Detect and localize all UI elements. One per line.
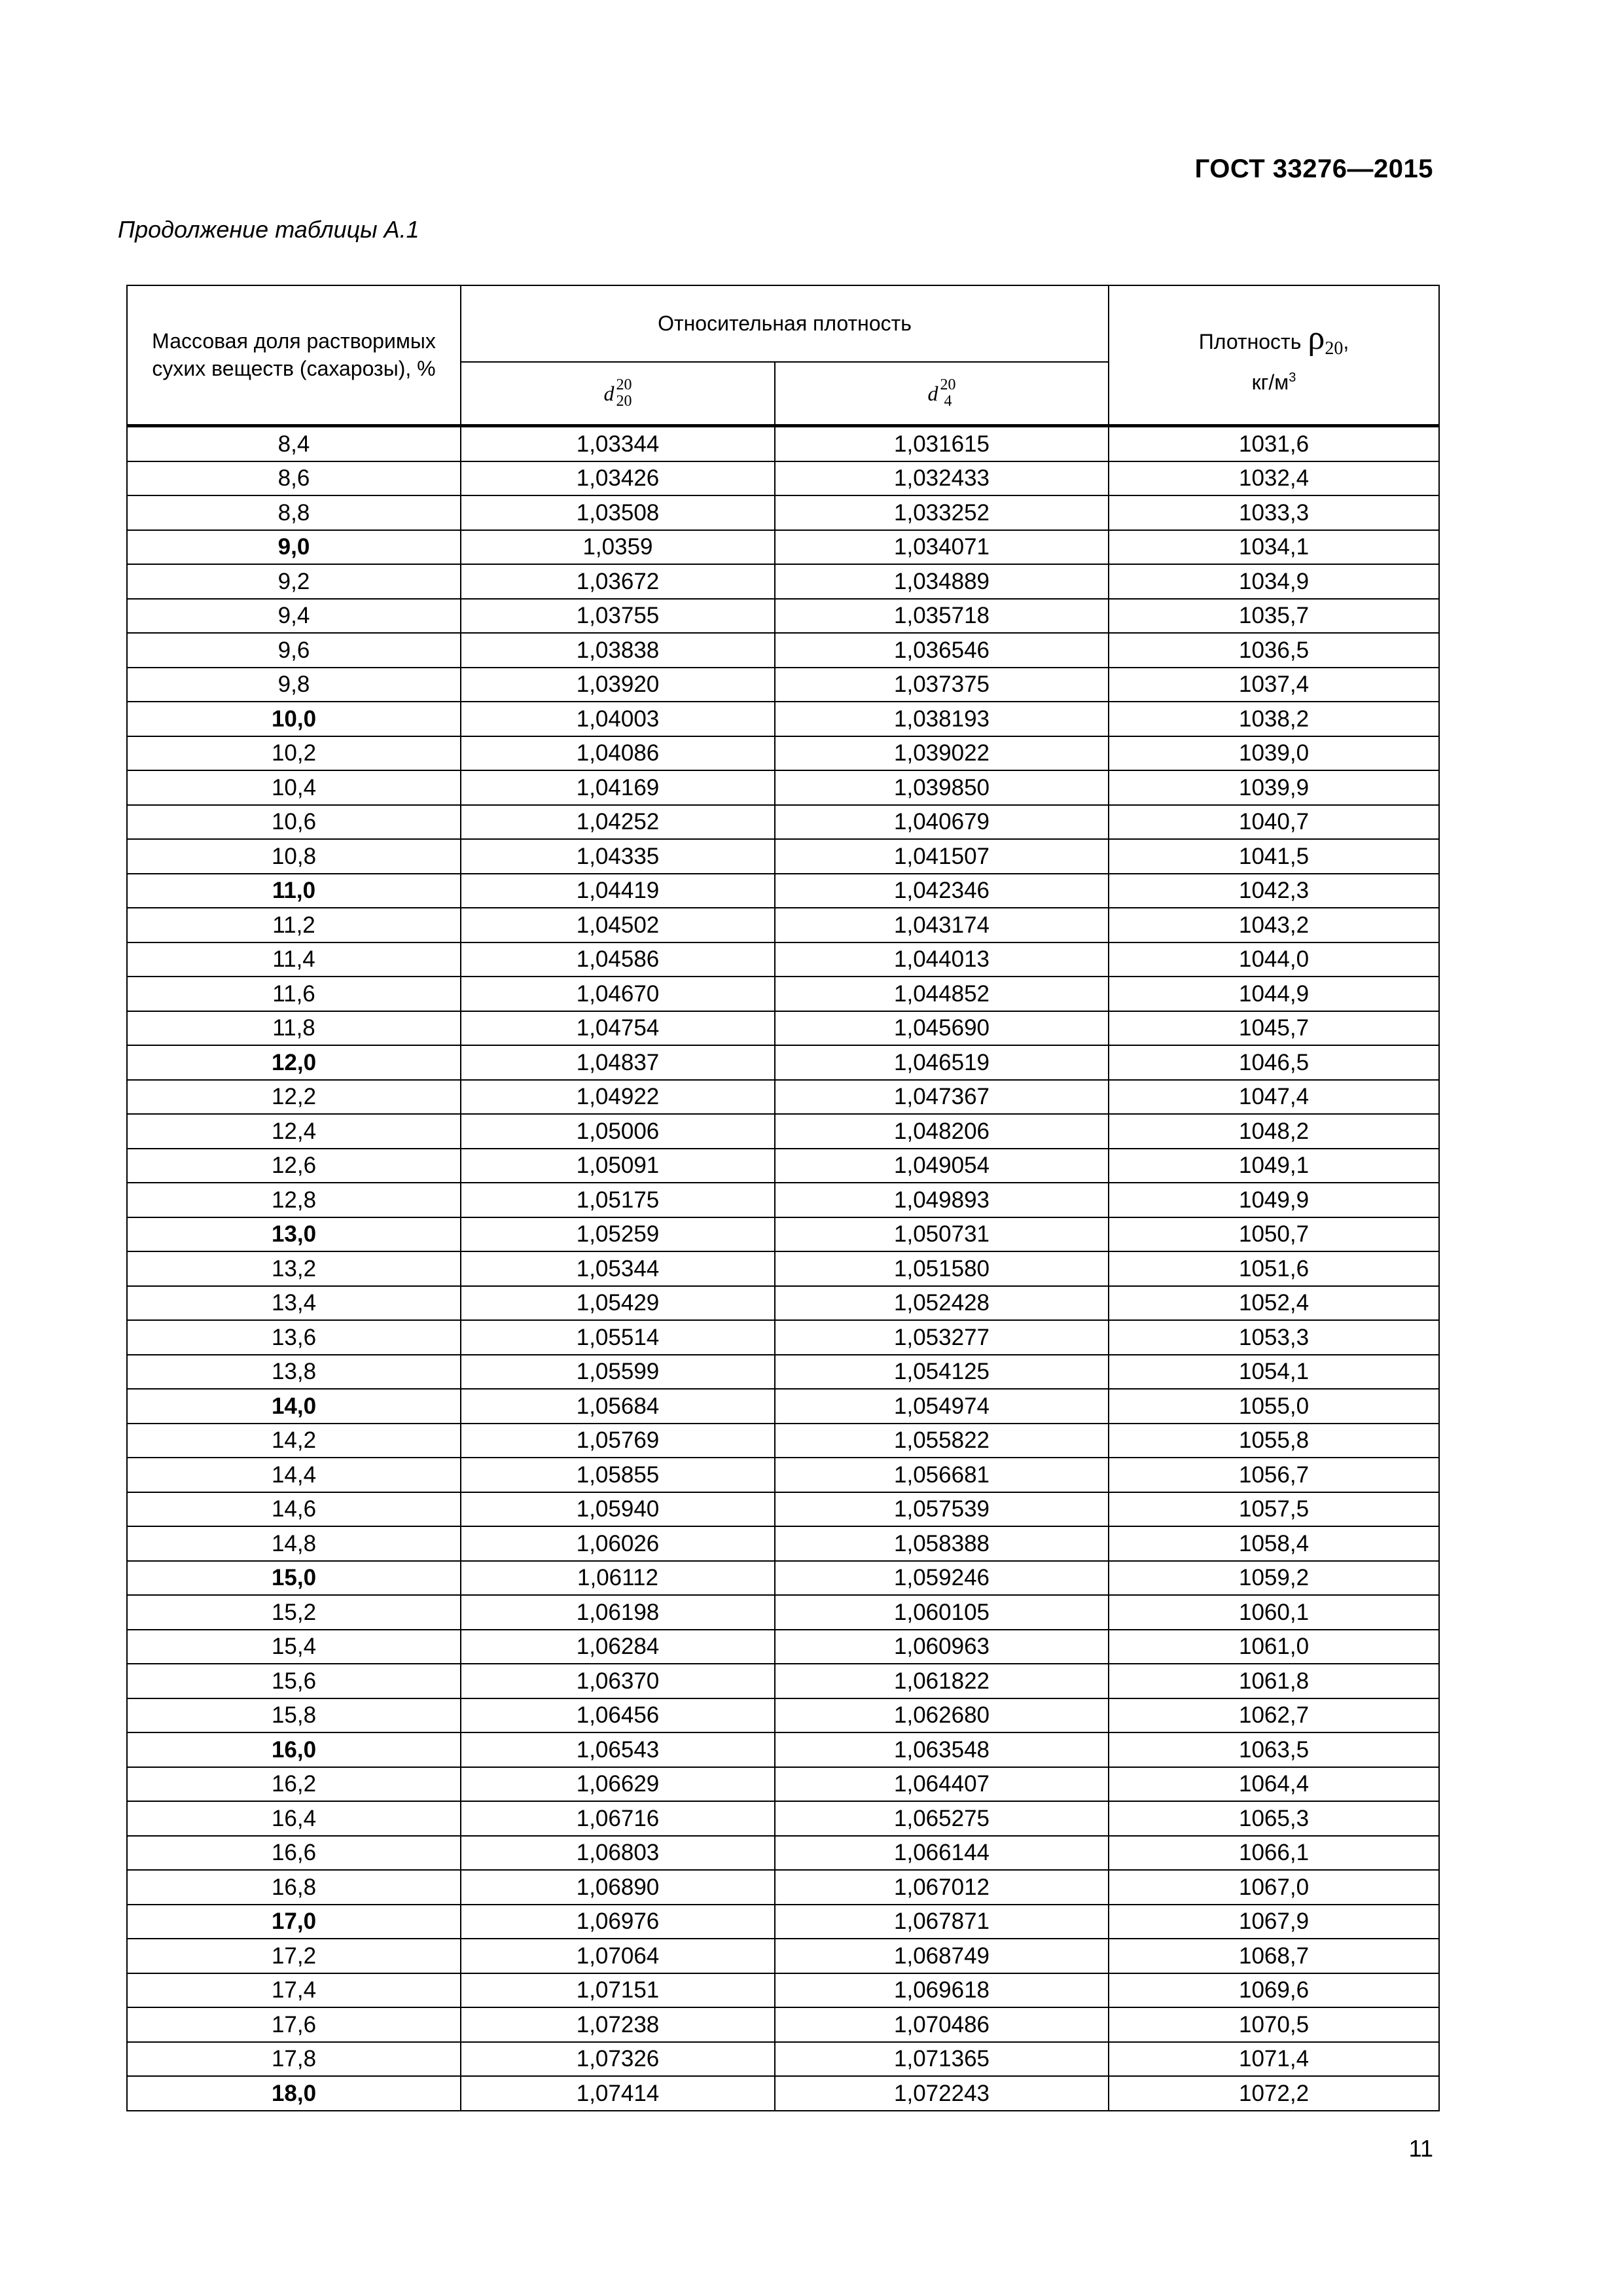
table-row [127, 1939, 1439, 1973]
cell-mass-fraction: 14,2 [127, 1424, 461, 1458]
table-row [127, 1011, 1439, 1046]
density-comma: , [1343, 330, 1349, 354]
cell-d20-20: 1,06716 [461, 1801, 775, 1836]
d20-4-sub: 4 [944, 393, 952, 410]
cell-mass-fraction: 15,2 [127, 1595, 461, 1630]
cell-d20-4: 1,045690 [775, 1011, 1109, 1046]
cell-density: 1044,9 [1109, 977, 1439, 1011]
cell-density: 1050,7 [1109, 1217, 1439, 1252]
table-row [127, 426, 1439, 461]
cell-mass-fraction: 17,4 [127, 1973, 461, 2008]
table-row [127, 530, 1439, 565]
cell-density: 1040,7 [1109, 805, 1439, 840]
d20-4-sup: 20 [940, 376, 956, 393]
cell-density: 1064,4 [1109, 1767, 1439, 1802]
cell-d20-4: 1,066144 [775, 1836, 1109, 1871]
cell-d20-4: 1,054125 [775, 1355, 1109, 1390]
cell-d20-20: 1,05091 [461, 1149, 775, 1183]
cell-mass-fraction: 9,6 [127, 633, 461, 668]
cell-density: 1046,5 [1109, 1045, 1439, 1080]
cell-mass-fraction: 16,4 [127, 1801, 461, 1836]
cell-mass-fraction: 16,2 [127, 1767, 461, 1802]
cell-d20-20: 1,04837 [461, 1045, 775, 1080]
cell-d20-20: 1,07238 [461, 2007, 775, 2042]
density-unit: кг/м [1251, 370, 1289, 394]
cell-d20-4: 1,036546 [775, 633, 1109, 668]
cell-d20-4: 1,072243 [775, 2076, 1109, 2111]
cell-density: 1039,9 [1109, 770, 1439, 805]
table-row [127, 1801, 1439, 1836]
cell-d20-4: 1,058388 [775, 1526, 1109, 1561]
cell-density: 1063,5 [1109, 1732, 1439, 1767]
density-table [126, 285, 1440, 2111]
table-row [127, 770, 1439, 805]
cell-mass-fraction: 17,0 [127, 1905, 461, 1939]
cell-density: 1067,9 [1109, 1905, 1439, 1939]
cell-d20-20: 1,06629 [461, 1767, 775, 1802]
table-row [127, 2007, 1439, 2042]
cell-d20-4: 1,068749 [775, 1939, 1109, 1973]
cell-density: 1035,7 [1109, 599, 1439, 634]
table-row [127, 1286, 1439, 1321]
table-row [127, 1561, 1439, 1596]
cell-d20-4: 1,065275 [775, 1801, 1109, 1836]
table-row [127, 942, 1439, 977]
cell-mass-fraction: 17,8 [127, 2042, 461, 2077]
table-row [127, 1114, 1439, 1149]
cell-d20-4: 1,053277 [775, 1320, 1109, 1355]
cell-d20-4: 1,047367 [775, 1080, 1109, 1115]
cell-d20-20: 1,04586 [461, 942, 775, 977]
cell-d20-4: 1,048206 [775, 1114, 1109, 1149]
cell-mass-fraction: 10,4 [127, 770, 461, 805]
cell-d20-4: 1,056681 [775, 1458, 1109, 1492]
cell-d20-20: 1,06976 [461, 1905, 775, 1939]
cell-mass-fraction: 13,4 [127, 1286, 461, 1321]
cell-d20-20: 1,06026 [461, 1526, 775, 1561]
table-row [127, 461, 1439, 496]
cell-density: 1067,0 [1109, 1870, 1439, 1905]
d20-20-sup: 20 [616, 376, 632, 393]
cell-d20-20: 1,07151 [461, 1973, 775, 2008]
cell-d20-4: 1,031615 [775, 426, 1109, 461]
cell-mass-fraction: 11,6 [127, 977, 461, 1011]
cell-d20-20: 1,03838 [461, 633, 775, 668]
table-row [127, 1905, 1439, 1939]
cell-density: 1048,2 [1109, 1114, 1439, 1149]
cell-mass-fraction: 17,6 [127, 2007, 461, 2042]
table-row [127, 1355, 1439, 1390]
cell-mass-fraction: 13,6 [127, 1320, 461, 1355]
rho-subscript: 20 [1325, 338, 1344, 359]
table-row [127, 908, 1439, 942]
cell-mass-fraction: 9,8 [127, 668, 461, 702]
cell-d20-20: 1,05429 [461, 1286, 775, 1321]
cell-density: 1042,3 [1109, 874, 1439, 908]
cell-density: 1032,4 [1109, 461, 1439, 496]
table-row [127, 1630, 1439, 1664]
cell-density: 1051,6 [1109, 1251, 1439, 1286]
cell-d20-4: 1,060105 [775, 1595, 1109, 1630]
cell-d20-20: 1,04335 [461, 839, 775, 874]
cell-d20-20: 1,03672 [461, 564, 775, 599]
cell-density: 1072,2 [1109, 2076, 1439, 2111]
table-row [127, 564, 1439, 599]
cell-mass-fraction: 9,4 [127, 599, 461, 634]
cell-d20-4: 1,044013 [775, 942, 1109, 977]
cell-density: 1038,2 [1109, 702, 1439, 736]
cell-mass-fraction: 12,6 [127, 1149, 461, 1183]
cell-mass-fraction: 14,8 [127, 1526, 461, 1561]
table-row [127, 2042, 1439, 2077]
cell-d20-4: 1,059246 [775, 1561, 1109, 1596]
table-row [127, 1045, 1439, 1080]
cell-d20-20: 1,04252 [461, 805, 775, 840]
table-row [127, 1732, 1439, 1767]
cell-density: 1060,1 [1109, 1595, 1439, 1630]
cell-mass-fraction: 11,0 [127, 874, 461, 908]
d20-4-base: d [927, 381, 938, 405]
cell-d20-4: 1,049054 [775, 1149, 1109, 1183]
cell-mass-fraction: 14,4 [127, 1458, 461, 1492]
cell-mass-fraction: 10,0 [127, 702, 461, 736]
cell-d20-20: 1,04754 [461, 1011, 775, 1046]
table-row [127, 1320, 1439, 1355]
cell-d20-20: 1,05684 [461, 1389, 775, 1424]
cell-d20-4: 1,043174 [775, 908, 1109, 942]
header-d20-20 [461, 362, 775, 426]
cell-mass-fraction: 16,6 [127, 1836, 461, 1871]
cell-d20-20: 1,04086 [461, 736, 775, 771]
cell-density: 1055,8 [1109, 1424, 1439, 1458]
cell-d20-20: 1,03920 [461, 668, 775, 702]
cell-mass-fraction: 11,2 [127, 908, 461, 942]
cell-d20-20: 1,04419 [461, 874, 775, 908]
cell-d20-20: 1,05940 [461, 1492, 775, 1527]
cell-d20-4: 1,049893 [775, 1183, 1109, 1217]
header-relative-density: Относительная плотность [461, 285, 1109, 362]
cell-mass-fraction: 8,4 [127, 426, 461, 461]
cell-d20-20: 1,06803 [461, 1836, 775, 1871]
cell-d20-4: 1,067012 [775, 1870, 1109, 1905]
cell-mass-fraction: 10,6 [127, 805, 461, 840]
cell-density: 1033,3 [1109, 495, 1439, 530]
cell-density: 1037,4 [1109, 668, 1439, 702]
header-d20-4 [775, 362, 1109, 426]
page-number: 11 [1408, 2135, 1433, 2162]
cell-mass-fraction: 11,4 [127, 942, 461, 977]
document-code: ГОСТ 33276—2015 [1194, 154, 1433, 183]
rho-symbol: ρ [1308, 319, 1325, 357]
cell-d20-20: 1,05769 [461, 1424, 775, 1458]
cell-d20-4: 1,062680 [775, 1698, 1109, 1733]
cell-mass-fraction: 15,4 [127, 1630, 461, 1664]
cell-d20-4: 1,046519 [775, 1045, 1109, 1080]
density-label: Плотность [1198, 330, 1302, 354]
cell-mass-fraction: 8,8 [127, 495, 461, 530]
table-row [127, 1149, 1439, 1183]
table-row [127, 1492, 1439, 1527]
table-row [127, 1595, 1439, 1630]
cell-d20-4: 1,033252 [775, 495, 1109, 530]
cell-d20-4: 1,044852 [775, 977, 1109, 1011]
cell-density: 1056,7 [1109, 1458, 1439, 1492]
cell-density: 1041,5 [1109, 839, 1439, 874]
cell-density: 1044,0 [1109, 942, 1439, 977]
cell-density: 1057,5 [1109, 1492, 1439, 1527]
cell-density: 1034,1 [1109, 530, 1439, 565]
table-row [127, 1664, 1439, 1698]
cell-d20-20: 1,03508 [461, 495, 775, 530]
cell-d20-20: 1,04003 [461, 702, 775, 736]
cell-d20-4: 1,067871 [775, 1905, 1109, 1939]
cell-mass-fraction: 15,6 [127, 1664, 461, 1698]
cell-density: 1069,6 [1109, 1973, 1439, 2008]
cell-density: 1034,9 [1109, 564, 1439, 599]
cell-density: 1047,4 [1109, 1080, 1439, 1115]
cell-d20-20: 1,05855 [461, 1458, 775, 1492]
cell-d20-20: 1,05599 [461, 1355, 775, 1390]
cell-d20-20: 1,06543 [461, 1732, 775, 1767]
cell-d20-20: 1,04922 [461, 1080, 775, 1115]
cell-mass-fraction: 16,0 [127, 1732, 461, 1767]
cell-d20-4: 1,060963 [775, 1630, 1109, 1664]
table-row [127, 599, 1439, 634]
cell-d20-4: 1,061822 [775, 1664, 1109, 1698]
table-row [127, 1424, 1439, 1458]
cell-d20-20: 1,06284 [461, 1630, 775, 1664]
table-row [127, 668, 1439, 702]
cell-mass-fraction: 12,2 [127, 1080, 461, 1115]
cell-mass-fraction: 15,8 [127, 1698, 461, 1733]
cell-d20-4: 1,038193 [775, 702, 1109, 736]
cell-d20-4: 1,064407 [775, 1767, 1109, 1802]
cell-mass-fraction: 16,8 [127, 1870, 461, 1905]
table-row [127, 1870, 1439, 1905]
cell-mass-fraction: 15,0 [127, 1561, 461, 1596]
cell-density: 1071,4 [1109, 2042, 1439, 2077]
cell-d20-20: 1,06890 [461, 1870, 775, 1905]
cell-density: 1043,2 [1109, 908, 1439, 942]
cell-d20-4: 1,063548 [775, 1732, 1109, 1767]
cell-density: 1061,0 [1109, 1630, 1439, 1664]
table-row [127, 633, 1439, 668]
cell-density: 1058,4 [1109, 1526, 1439, 1561]
table-header [127, 285, 1439, 426]
table-row [127, 736, 1439, 771]
cell-mass-fraction: 9,2 [127, 564, 461, 599]
cell-d20-20: 1,03426 [461, 461, 775, 496]
cell-mass-fraction: 8,6 [127, 461, 461, 496]
cell-mass-fraction: 14,6 [127, 1492, 461, 1527]
cell-d20-4: 1,055822 [775, 1424, 1109, 1458]
cell-density: 1039,0 [1109, 736, 1439, 771]
table-row [127, 977, 1439, 1011]
cell-d20-20: 1,06198 [461, 1595, 775, 1630]
density-unit-exponent: 3 [1289, 370, 1296, 385]
cell-d20-20: 1,07326 [461, 2042, 775, 2077]
table-row [127, 1251, 1439, 1286]
cell-density: 1052,4 [1109, 1286, 1439, 1321]
cell-d20-4: 1,035718 [775, 599, 1109, 634]
cell-mass-fraction: 14,0 [127, 1389, 461, 1424]
cell-d20-4: 1,034071 [775, 530, 1109, 565]
cell-d20-4: 1,034889 [775, 564, 1109, 599]
cell-d20-20: 1,06456 [461, 1698, 775, 1733]
table-row [127, 1836, 1439, 1871]
table-row [127, 874, 1439, 908]
cell-mass-fraction: 10,8 [127, 839, 461, 874]
cell-d20-20: 1,03755 [461, 599, 775, 634]
table-row [127, 1767, 1439, 1802]
cell-d20-4: 1,040679 [775, 805, 1109, 840]
cell-d20-4: 1,057539 [775, 1492, 1109, 1527]
cell-d20-4: 1,039850 [775, 770, 1109, 805]
table-row [127, 1526, 1439, 1561]
cell-density: 1045,7 [1109, 1011, 1439, 1046]
cell-d20-4: 1,041507 [775, 839, 1109, 874]
header-density [1109, 285, 1439, 426]
table-row [127, 1458, 1439, 1492]
cell-d20-20: 1,0359 [461, 530, 775, 565]
cell-d20-4: 1,039022 [775, 736, 1109, 771]
header-mass-fraction: Массовая доля растворимых сухих веществ (сахарозы), % [127, 285, 461, 426]
cell-density: 1031,6 [1109, 426, 1439, 461]
d20-20-sub: 20 [616, 393, 632, 410]
table-row [127, 2076, 1439, 2111]
cell-mass-fraction: 13,2 [127, 1251, 461, 1286]
cell-density: 1061,8 [1109, 1664, 1439, 1698]
table-row [127, 1389, 1439, 1424]
cell-d20-4: 1,069618 [775, 1973, 1109, 2008]
d20-20-base: d [603, 381, 615, 405]
cell-mass-fraction: 12,4 [127, 1114, 461, 1149]
table-row [127, 1217, 1439, 1252]
cell-d20-20: 1,04502 [461, 908, 775, 942]
cell-d20-20: 1,06112 [461, 1561, 775, 1596]
table-row [127, 805, 1439, 840]
table-row [127, 1183, 1439, 1217]
cell-d20-20: 1,05175 [461, 1183, 775, 1217]
cell-density: 1068,7 [1109, 1939, 1439, 1973]
cell-d20-20: 1,05259 [461, 1217, 775, 1252]
cell-d20-4: 1,071365 [775, 2042, 1109, 2077]
cell-density: 1053,3 [1109, 1320, 1439, 1355]
table-caption: Продолжение таблицы А.1 [118, 216, 419, 243]
cell-d20-4: 1,052428 [775, 1286, 1109, 1321]
table-row [127, 839, 1439, 874]
table-row [127, 702, 1439, 736]
cell-d20-4: 1,050731 [775, 1217, 1109, 1252]
cell-d20-20: 1,06370 [461, 1664, 775, 1698]
cell-mass-fraction: 18,0 [127, 2076, 461, 2111]
cell-d20-4: 1,070486 [775, 2007, 1109, 2042]
table-row [127, 1080, 1439, 1115]
cell-d20-4: 1,042346 [775, 874, 1109, 908]
cell-d20-20: 1,04169 [461, 770, 775, 805]
cell-mass-fraction: 12,8 [127, 1183, 461, 1217]
cell-density: 1070,5 [1109, 2007, 1439, 2042]
table-row [127, 495, 1439, 530]
cell-d20-20: 1,05344 [461, 1251, 775, 1286]
cell-d20-20: 1,05006 [461, 1114, 775, 1149]
cell-density: 1062,7 [1109, 1698, 1439, 1733]
cell-density: 1059,2 [1109, 1561, 1439, 1596]
cell-d20-20: 1,05514 [461, 1320, 775, 1355]
cell-density: 1054,1 [1109, 1355, 1439, 1390]
cell-density: 1049,1 [1109, 1149, 1439, 1183]
cell-d20-4: 1,051580 [775, 1251, 1109, 1286]
cell-d20-4: 1,032433 [775, 461, 1109, 496]
table-body [127, 426, 1439, 2111]
cell-density: 1066,1 [1109, 1836, 1439, 1871]
cell-d20-20: 1,03344 [461, 426, 775, 461]
cell-d20-4: 1,054974 [775, 1389, 1109, 1424]
cell-density: 1049,9 [1109, 1183, 1439, 1217]
cell-d20-20: 1,04670 [461, 977, 775, 1011]
cell-mass-fraction: 11,8 [127, 1011, 461, 1046]
cell-mass-fraction: 10,2 [127, 736, 461, 771]
table-row [127, 1698, 1439, 1733]
cell-mass-fraction: 13,8 [127, 1355, 461, 1390]
cell-mass-fraction: 13,0 [127, 1217, 461, 1252]
cell-mass-fraction: 12,0 [127, 1045, 461, 1080]
cell-density: 1065,3 [1109, 1801, 1439, 1836]
cell-mass-fraction: 9,0 [127, 530, 461, 565]
cell-mass-fraction: 17,2 [127, 1939, 461, 1973]
cell-d20-4: 1,037375 [775, 668, 1109, 702]
cell-d20-20: 1,07064 [461, 1939, 775, 1973]
table-row [127, 1973, 1439, 2008]
cell-d20-20: 1,07414 [461, 2076, 775, 2111]
cell-density: 1036,5 [1109, 633, 1439, 668]
cell-density: 1055,0 [1109, 1389, 1439, 1424]
